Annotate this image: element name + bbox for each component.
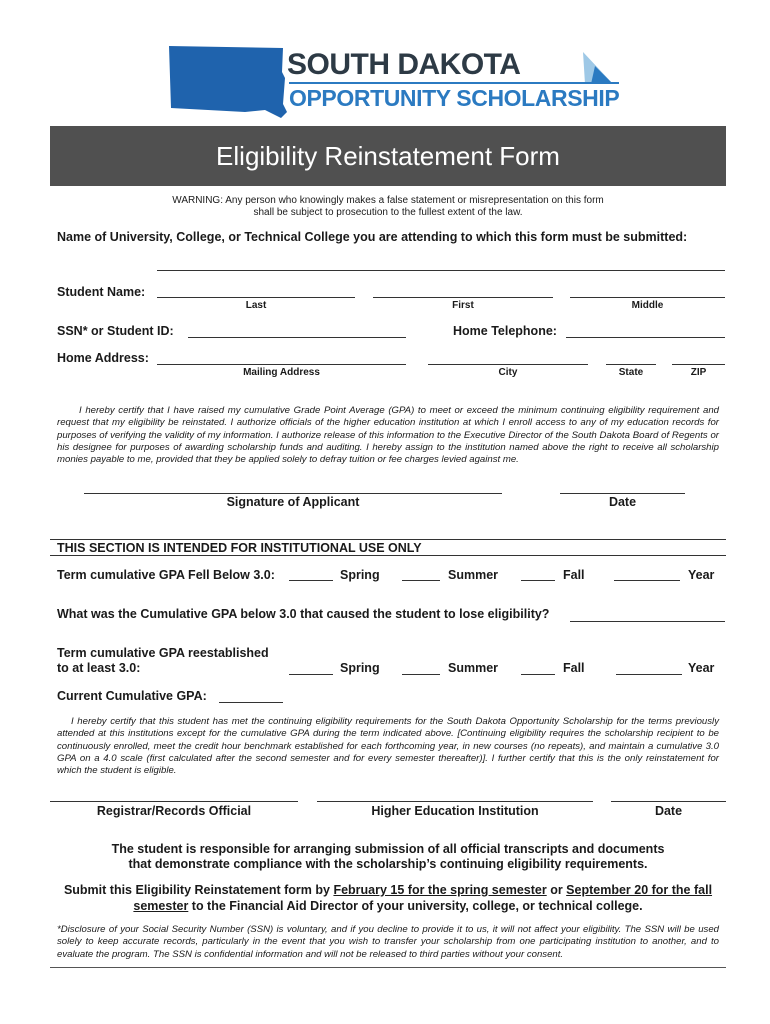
gpa-question-blank[interactable] [570,621,725,622]
address-label: Home Address: [57,351,149,365]
current-gpa-blank[interactable] [219,702,283,703]
ssn-line[interactable] [188,337,406,338]
footer-divider [50,967,726,968]
phone-line[interactable] [566,337,725,338]
responsibility-line-2: that demonstrate compliance with the scholarship’s continuing eligibility requirements. [128,857,648,871]
re-year-label: Year [688,661,715,675]
responsibility-line-1: The student is responsible for arranging submission of all official transcripts and documents [111,842,665,856]
fall-deadline: September 20 for the fall [566,883,713,897]
ssn-label: SSN* or Student ID: [57,324,174,338]
zip-line[interactable] [672,364,725,365]
re-spring-label: Spring [340,661,380,675]
fell-spring-label: Spring [340,568,380,582]
fell-fall-blank[interactable] [521,580,555,581]
fell-spring-blank[interactable] [289,580,333,581]
warning-line-1: WARNING: Any person who knowingly makes a false statement or misrepresentation on this form [172,195,604,206]
fell-year-label: Year [688,568,715,582]
re-summer-blank[interactable] [402,674,440,675]
mailing-address-line[interactable] [157,364,406,365]
logo [165,40,625,122]
submit-or: or [546,883,567,897]
official-date-caption: Date [654,804,683,818]
logo-underline [289,82,619,84]
re-fall-label: Fall [563,661,585,675]
logo-line-1: SOUTH DAKOTA [287,48,521,81]
last-caption: Last [245,300,267,311]
institutional-heading: THIS SECTION IS INTENDED FOR INSTITUTIONAL USE ONLY [57,541,422,555]
state-caption: State [618,367,644,378]
student-name-label: Student Name: [57,285,146,299]
city-caption: City [498,367,518,378]
ssn-disclosure: *Disclosure of your Social Security Number (SSN) is voluntary, and if you decline to provide it to us, it will not affect your eligibility. The SSN will be used solely to keep accurate records, particularly in the event that you wish to transfer your scholarship from one participating institution to another, and to evaluate the program. The SSN is confidential information and will not be released to third parties without your consent. [57,924,719,960]
fall-deadline-cont: semester [133,898,189,913]
institution-caption: Higher Education Institution [371,804,539,818]
reestablished-label-1: Term cumulative GPA reestablished [57,646,269,660]
fell-summer-blank[interactable] [402,580,440,581]
fell-below-label: Term cumulative GPA Fell Below 3.0: [57,568,275,582]
date-line[interactable] [560,493,685,494]
student-certification: I hereby certify that I have raised my cumulative Grade Point Average (GPA) to meet or exceed the minimum continuing eligibility requirement and request that my eligibility be reinstated. I authorize officials of the higher education institution at which I enroll access to any of my education records for purposes of verifying the validity of my information. I authorize release of this information to the Executive Director of the South Dakota Board of Regents or his designee for purposes of awarding scholarship funds and auditing. I hereby assign to the institution named above the right to receive all scholarship monies payable to me, provided that they be applied solely to defray tuition or fee charges levied against me. [57,405,719,466]
last-name-line[interactable] [157,297,355,298]
first-name-line[interactable] [373,297,553,298]
south-dakota-map-icon [165,42,293,120]
page-title: Eligibility Reinstatement Form [216,141,560,171]
section-divider-top [50,539,726,540]
date-caption: Date [608,495,637,509]
fell-year-blank[interactable] [614,580,680,581]
warning-line-2: shall be subject to prosecution to the fullest extent of the law. [253,207,523,218]
re-summer-label: Summer [448,661,499,675]
signature-caption: Signature of Applicant [226,495,360,509]
logo-line-2: OPPORTUNITY SCHOLARSHIP [289,85,620,111]
signature-line[interactable] [84,493,502,494]
institution-prompt: Name of University, College, or Technical College you are attending to which this form must be submitted: [57,230,688,244]
institution-certification: I hereby certify that this student has met the continuing eligibility requirements for the South Dakota Opportunity Scholarship for the terms previously attended at this institutions except for the cumulative GPA during the term indicated above. [Continuing eligibility requires the scholarship recipient to be continuously enrolled, meet the credit hour benchmark established for each forthcoming year, in new courses (no repeats), and maintain a cumulative 3.0 GPA on a 4.0 scale (first calculated after the second semester and for every semester thereafter)]. I further certify that this is the only reinstatement for which the student is eligible. [57,716,719,777]
re-spring-blank[interactable] [289,674,333,675]
section-divider-bottom [50,555,726,556]
registrar-line[interactable] [50,801,298,802]
reestablished-label-2: to at least 3.0: [57,661,141,675]
middle-caption: Middle [631,300,664,311]
fell-summer-label: Summer [448,568,499,582]
fell-fall-label: Fall [563,568,585,582]
re-fall-blank[interactable] [521,674,555,675]
submit-pre: Submit this Eligibility Reinstatement form by [63,883,334,897]
re-year-blank[interactable] [616,674,682,675]
middle-name-line[interactable] [570,297,725,298]
spring-deadline: February 15 for the spring semester [333,883,547,897]
current-gpa-label: Current Cumulative GPA: [57,689,207,703]
submit-instructions [50,883,726,914]
zip-caption: ZIP [690,367,707,378]
submit-post: to the Financial Aid Director of your university, college, or technical college. [188,898,643,913]
city-line[interactable] [428,364,588,365]
gpa-question: What was the Cumulative GPA below 3.0 that caused the student to lose eligibility? [57,607,550,621]
institution-line[interactable] [317,801,593,802]
institution-name-line[interactable] [157,270,725,271]
phone-label: Home Telephone: [453,324,557,338]
registrar-caption: Registrar/Records Official [96,804,252,818]
state-line[interactable] [606,364,656,365]
first-caption: First [452,300,474,311]
title-banner [50,126,726,186]
official-date-line[interactable] [611,801,726,802]
mailing-caption: Mailing Address [243,367,320,378]
